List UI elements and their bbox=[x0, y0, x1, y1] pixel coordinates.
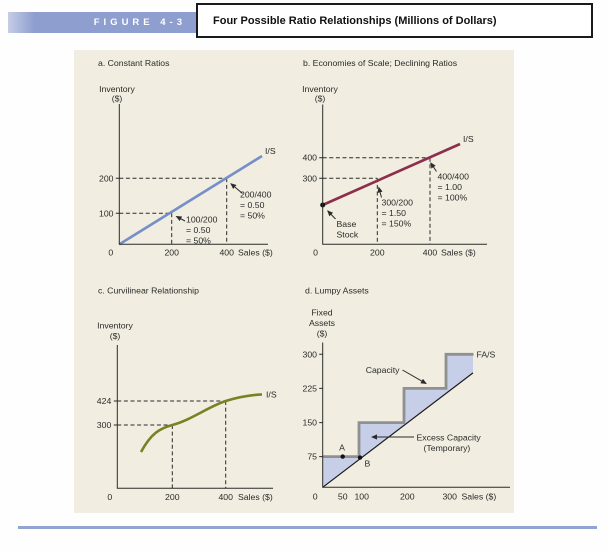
chart-b-lower-annotation-arrow bbox=[379, 188, 382, 198]
chart-b-xtick-400: 400 bbox=[422, 247, 438, 258]
chart-d-point-b-dot bbox=[358, 455, 362, 459]
chart-d-xtick-100: 100 bbox=[354, 491, 369, 502]
chart-d-y-axis-label-2: Assets bbox=[308, 318, 336, 328]
chart-c-y-axis-units: ($) bbox=[109, 331, 121, 341]
chart-d-sales-diagonal-line bbox=[323, 373, 473, 487]
chart-a-ytick-100: 100 bbox=[99, 208, 114, 219]
chart-a-upper-annotation-l3: = 50% bbox=[240, 210, 265, 221]
chart-b-title: b. Economies of Scale; Declining Ratios bbox=[303, 58, 458, 68]
chart-c-xtick-200: 200 bbox=[165, 491, 180, 502]
figure-title-box bbox=[196, 3, 593, 38]
chart-b-line-label: I/S bbox=[463, 134, 474, 144]
chart-c-xtick-400: 400 bbox=[218, 491, 233, 502]
chart-d-point-b-label: B bbox=[364, 458, 371, 469]
chart-a bbox=[98, 58, 276, 258]
chart-b-lower-annotation-l3: = 150% bbox=[381, 218, 412, 229]
chart-a-lower-annotation-arrow bbox=[177, 217, 186, 222]
chart-a-x-axis-label: Sales ($) bbox=[238, 247, 273, 258]
chart-c-is-curve bbox=[141, 394, 262, 452]
chart-a-ytick-200: 200 bbox=[99, 173, 114, 184]
chart-b-y-axis-units: ($) bbox=[314, 93, 326, 104]
chart-a-xtick-400: 400 bbox=[219, 247, 234, 258]
figure-panel-background bbox=[74, 50, 514, 513]
chart-c-y-ticks bbox=[114, 401, 118, 425]
chart-d-xtick-50: 50 bbox=[337, 491, 348, 502]
chart-a-y-ticks bbox=[116, 178, 120, 213]
chart-c-guide-200-300 bbox=[117, 425, 172, 488]
chart-c-origin-label: 0 bbox=[107, 491, 113, 502]
chart-c-y-axis-label: Inventory bbox=[97, 320, 133, 331]
chart-b-xtick-200: 200 bbox=[370, 247, 385, 258]
figure-title: Four Possible Ratio Relationships (Millions of Dollars) bbox=[213, 14, 497, 27]
chart-c-title: c. Curvilinear Relationship bbox=[98, 285, 199, 296]
chart-b bbox=[302, 58, 487, 258]
chart-b-lower-annotation-l1: 300/200 bbox=[381, 197, 413, 208]
chart-c-guide-400-424 bbox=[117, 401, 225, 488]
chart-d-capacity-arrow bbox=[403, 370, 427, 384]
chart-a-origin-label: 0 bbox=[108, 247, 114, 258]
chart-b-base-stock-l2: Stock bbox=[336, 229, 359, 240]
chart-b-y-ticks bbox=[319, 158, 323, 179]
chart-d-xtick-300: 300 bbox=[442, 491, 457, 502]
chart-a-lower-annotation-l2: = 0.50 bbox=[186, 225, 211, 235]
chart-b-upper-annotation-arrow bbox=[431, 163, 437, 172]
chart-c-x-axis-label: Sales ($) bbox=[238, 491, 273, 502]
chart-b-y-axis-label: Inventory bbox=[302, 84, 338, 94]
chart-d-ytick-75: 75 bbox=[307, 451, 317, 462]
chart-d-excess-capacity-l1: Excess Capacity bbox=[416, 432, 481, 443]
chart-d-origin-label: 0 bbox=[312, 491, 318, 502]
chart-d-line-label: FA/S bbox=[476, 349, 496, 360]
four-charts-canvas bbox=[74, 50, 514, 513]
chart-a-y-axis-units: ($) bbox=[111, 93, 123, 104]
figure-label: FIGURE 4-3 bbox=[93, 17, 186, 28]
chart-d-excess-capacity-l2: (Temporary) bbox=[423, 443, 471, 453]
chart-a-line-label: I/S bbox=[265, 146, 276, 156]
chart-d-y-axis-units: ($) bbox=[316, 328, 328, 339]
chart-a-xtick-200: 200 bbox=[164, 247, 179, 258]
chart-a-lower-annotation-l3: = 50% bbox=[186, 235, 211, 246]
chart-d-y-ticks bbox=[319, 354, 323, 456]
chart-a-upper-annotation-l2: = 0.50 bbox=[240, 200, 265, 210]
chart-b-upper-annotation-l3: = 100% bbox=[437, 192, 468, 203]
chart-d-excess-capacity-shade-4 bbox=[446, 354, 473, 393]
bottom-divider-rule bbox=[18, 526, 597, 529]
chart-d-x-axis-label: Sales ($) bbox=[461, 491, 497, 502]
chart-b-lower-annotation-l2: = 1.50 bbox=[381, 208, 406, 218]
chart-b-origin-label: 0 bbox=[313, 247, 318, 258]
chart-b-x-axis-label: Sales ($) bbox=[441, 247, 476, 258]
chart-d-y-axis-label-1: Fixed bbox=[311, 307, 333, 318]
chart-c-ytick-424: 424 bbox=[96, 396, 112, 406]
chart-d-point-a-dot bbox=[341, 454, 345, 458]
chart-d-ytick-300: 300 bbox=[302, 349, 317, 360]
chart-b-base-stock-l1: Base bbox=[336, 219, 357, 229]
chart-d-ytick-150: 150 bbox=[302, 417, 317, 428]
chart-a-title: a. Constant Ratios bbox=[98, 58, 170, 68]
chart-a-y-axis-label: Inventory bbox=[99, 84, 135, 94]
chart-b-base-stock-arrow bbox=[328, 211, 336, 219]
chart-d-title: d. Lumpy Assets bbox=[305, 285, 369, 296]
figure-label-banner bbox=[8, 12, 198, 33]
chart-c-line-label: I/S bbox=[266, 389, 277, 400]
chart-d-capacity-label: Capacity bbox=[365, 365, 400, 375]
chart-b-ytick-400: 400 bbox=[302, 152, 317, 163]
chart-d-xtick-200: 200 bbox=[400, 491, 415, 502]
chart-d-point-a-label: A bbox=[339, 442, 345, 453]
chart-b-ytick-300: 300 bbox=[302, 173, 317, 184]
chart-b-upper-annotation-l2: = 1.00 bbox=[437, 182, 462, 192]
chart-a-lower-annotation-l1: 100/200 bbox=[186, 214, 218, 225]
chart-a-upper-annotation-l1: 200/400 bbox=[240, 189, 272, 200]
chart-d-ytick-225: 225 bbox=[302, 383, 317, 394]
chart-c bbox=[97, 286, 277, 502]
chart-c-ytick-300: 300 bbox=[96, 420, 112, 430]
chart-d bbox=[303, 286, 511, 502]
chart-b-upper-annotation-l1: 400/400 bbox=[437, 171, 469, 182]
